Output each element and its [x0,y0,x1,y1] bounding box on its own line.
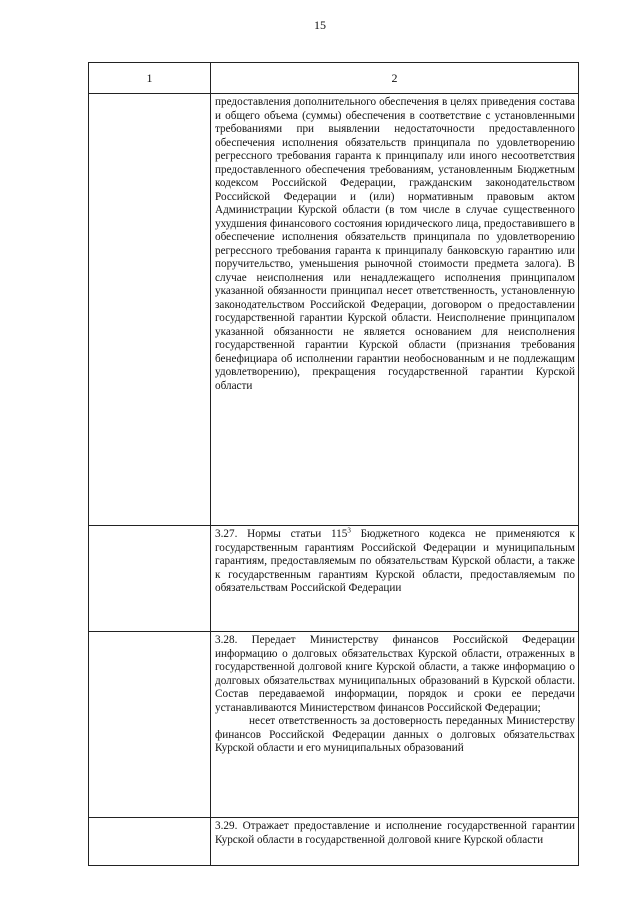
superscript: 3 [347,526,351,535]
table-cell-col1 [89,94,211,526]
column-header-2: 2 [211,63,579,94]
paragraph: предоставления дополнительного обеспечения в целях приведения состава и общего объема (суммы) обеспечения в соответствие с установленными требованиями при выявлении недостаточности предоставленного обеспечения исполнения обязательств принципала по удовлетворению регрессного требования гаранта к принципалу или иного несоответствия предоставленного обеспечения требованиям, установленным Бюджетным кодексом Российской Федерации, гражданским законодательством Российской Федерации и (или) нормативным правовым актом Администрации Курской области (в том числе в случае существенного ухудшения финансового состояния юридического лица, предоставившего в обеспечение исполнения обязательств принципала по удовлетворению регрессного требования гаранта к принципалу банковскую гарантию или поручительство, уменьшения рыночной стоимости предмета залога). В случае неисполнения или ненадлежащего исполнения принципалом указанной обязанности принципал несет ответственность, установленную законодательством Российской Федерации, договором о предоставлении государственной гарантии Курской области. Неисполнение принципалом указанной обязанности не является основанием для неисполнения государственной гарантии Курской области (признания требования бенефициара об исполнении гарантии необоснованным и не подлежащим удовлетворению), прекращения государственной гарантии Курской области [215,96,575,392]
table-cell-col2 [211,526,579,632]
page-number: 15 [314,18,326,32]
paragraph: 3.29. Отражает предоставление и исполнение государственной гарантии Курской области в государственной долговой книге Курской области [215,820,575,846]
table-cell-col1 [89,526,211,632]
table-row [89,632,579,818]
paragraph-text-end: Бюджетного кодекса не применяются к государственным гарантиям Российской Федерации и муниципальным гарантиям, предоставляемым по обязательствам Курской области, а также к государственным гарантиям Курской области, предоставляемым по обязательствам Российской Федерации [215,528,575,594]
table-cell-col2 [211,818,579,866]
paragraph: 3.28. Передает Министерству финансов Российской Федерации информацию о долговых обязательствах Курской области, отраженных в государственной долговой книге Курской области, а также информацию о долговых обязательствах муниципальных образований в Курской области. Состав передаваемой информации, порядок и сроки ее передачи устанавливаются Министерством финансов Российской Федерации; [215,634,575,714]
table-header-row [89,63,579,94]
paragraph-text-start: 3.27. Нормы статьи 115 [215,528,348,540]
table-row [89,526,579,632]
table-cell-col1 [89,632,211,818]
table-cell-col1 [89,818,211,866]
column-header-1: 1 [89,63,211,94]
table-cell-col2 [211,94,579,526]
paragraph: несет ответственность за достоверность переданных Министерству финансов Российской Федерации данных о долговых обязательствах Курской области и его муниципальных образований [215,715,575,754]
document-table [88,62,579,866]
table-row [89,818,579,866]
table-cell-col2 [211,632,579,818]
paragraph [215,528,575,596]
table-row [89,94,579,526]
